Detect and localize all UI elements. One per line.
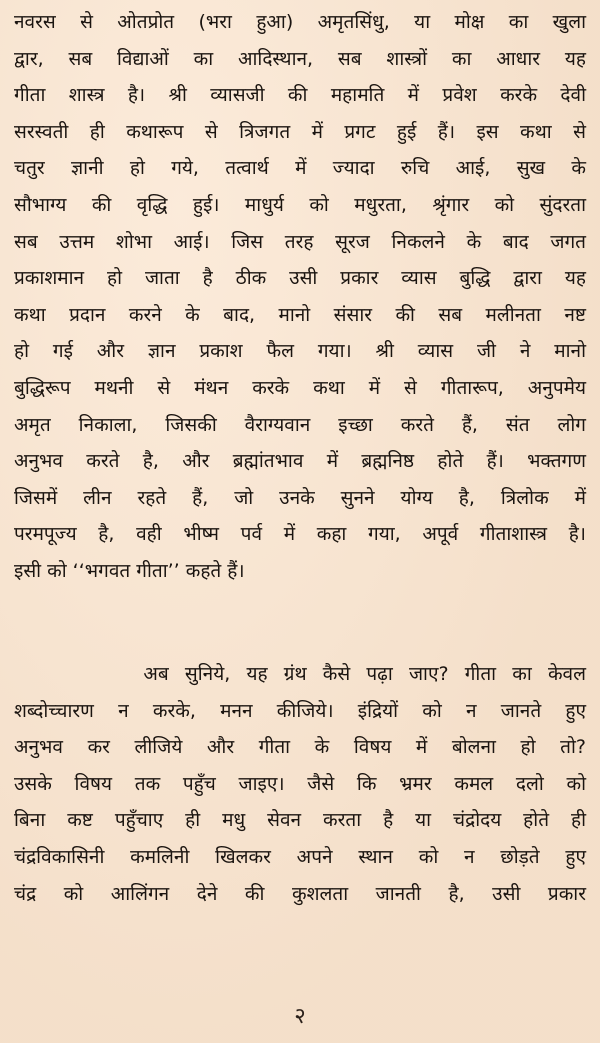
page-number: २ [294, 1004, 306, 1029]
paragraph-2 [14, 656, 586, 912]
text-line: चतुर ज्ञानी हो गये, तत्वार्थ में ज्यादा रुचि आई, सुख के [14, 157, 586, 180]
text-line: बुद्धिरूप मथनी से मंथन करके कथा में से गीतारूप, अनुपमेय [14, 376, 586, 399]
text-line: अमृत निकाला, जिसकी वैराग्यवान इच्छा करते हैं, संत लोग [14, 413, 586, 436]
text-line: हो गई और ज्ञान प्रकाश फैल गया। श्री व्यास जी ने मानो [14, 340, 586, 363]
text-line: अनुभव करते है, और ब्रह्मांतभाव में ब्रह्मनिष्ठ होते हैं। भक्तगण [14, 450, 586, 473]
text-line: चंद्र को आलिंगन देने की कुशलता जानती है, उसी प्रकार [14, 882, 586, 905]
document-page [14, 4, 586, 1034]
text-line: नवरस से ओतप्रोत (भरा हुआ) अमृतसिंधु, या मोक्ष का खुला [14, 11, 586, 33]
text-line: गीता शास्त्र है। श्री व्यासजी की महामति में प्रवेश करके देवी [14, 84, 586, 107]
text-line: अनुभव कर लीजिये और गीता के विषय में बोलना हो तो? [14, 736, 586, 759]
text-line: द्वार, सब विद्याओं का आदिस्थान, सब शास्त्रों का आधार यह [14, 47, 586, 70]
text-line: इसी को ‘‘भगवत गीता’’ कहते हैं। [14, 559, 245, 582]
text-line: उसके विषय तक पहुँच जाइए। जैसे कि भ्रमर कमल दलो को [14, 772, 586, 795]
paragraph-1 [14, 4, 586, 590]
text-line: सरस्वती ही कथारूप से त्रिजगत में प्रगट हुई हैं। इस कथा से [14, 120, 586, 143]
text-line: कथा प्रदान करने के बाद, मानो संसार की सब मलीनता नष्ट [14, 303, 586, 326]
text-line: अब सुनिये, यह ग्रंथ कैसे पढ़ा जाए? गीता का केवल [14, 663, 586, 685]
text-line: चंद्रविकासिनी कमलिनी खिलकर अपने स्थान को न छोड़ते हुए [14, 845, 586, 868]
text-line: परमपूज्य है, वही भीष्म पर्व में कहा गया, अपूर्व गीताशास्त्र है। [14, 523, 586, 546]
text-line: सब उत्तम शोभा आई। जिस तरह सूरज निकलने के बाद जगत [14, 230, 586, 253]
text-line: बिना कष्ट पहुँचाए ही मधु सेवन करता है या चंद्रोदय होते ही [14, 809, 586, 832]
text-line: जिसमें लीन रहते हैं, जो उनके सुनने योग्य है, त्रिलोक में [14, 486, 586, 509]
text-line: सौभाग्य की वृद्धि हुई। माधुर्य को मधुरता, श्रृंगार को सुंदरता [14, 193, 586, 216]
text-line: शब्दोच्चारण न करके, मनन कीजिये। इंद्रियों को न जानते हुए [14, 699, 586, 722]
text-line: प्रकाशमान हो जाता है ठीक उसी प्रकार व्यास बुद्धि द्वारा यह [14, 267, 586, 290]
